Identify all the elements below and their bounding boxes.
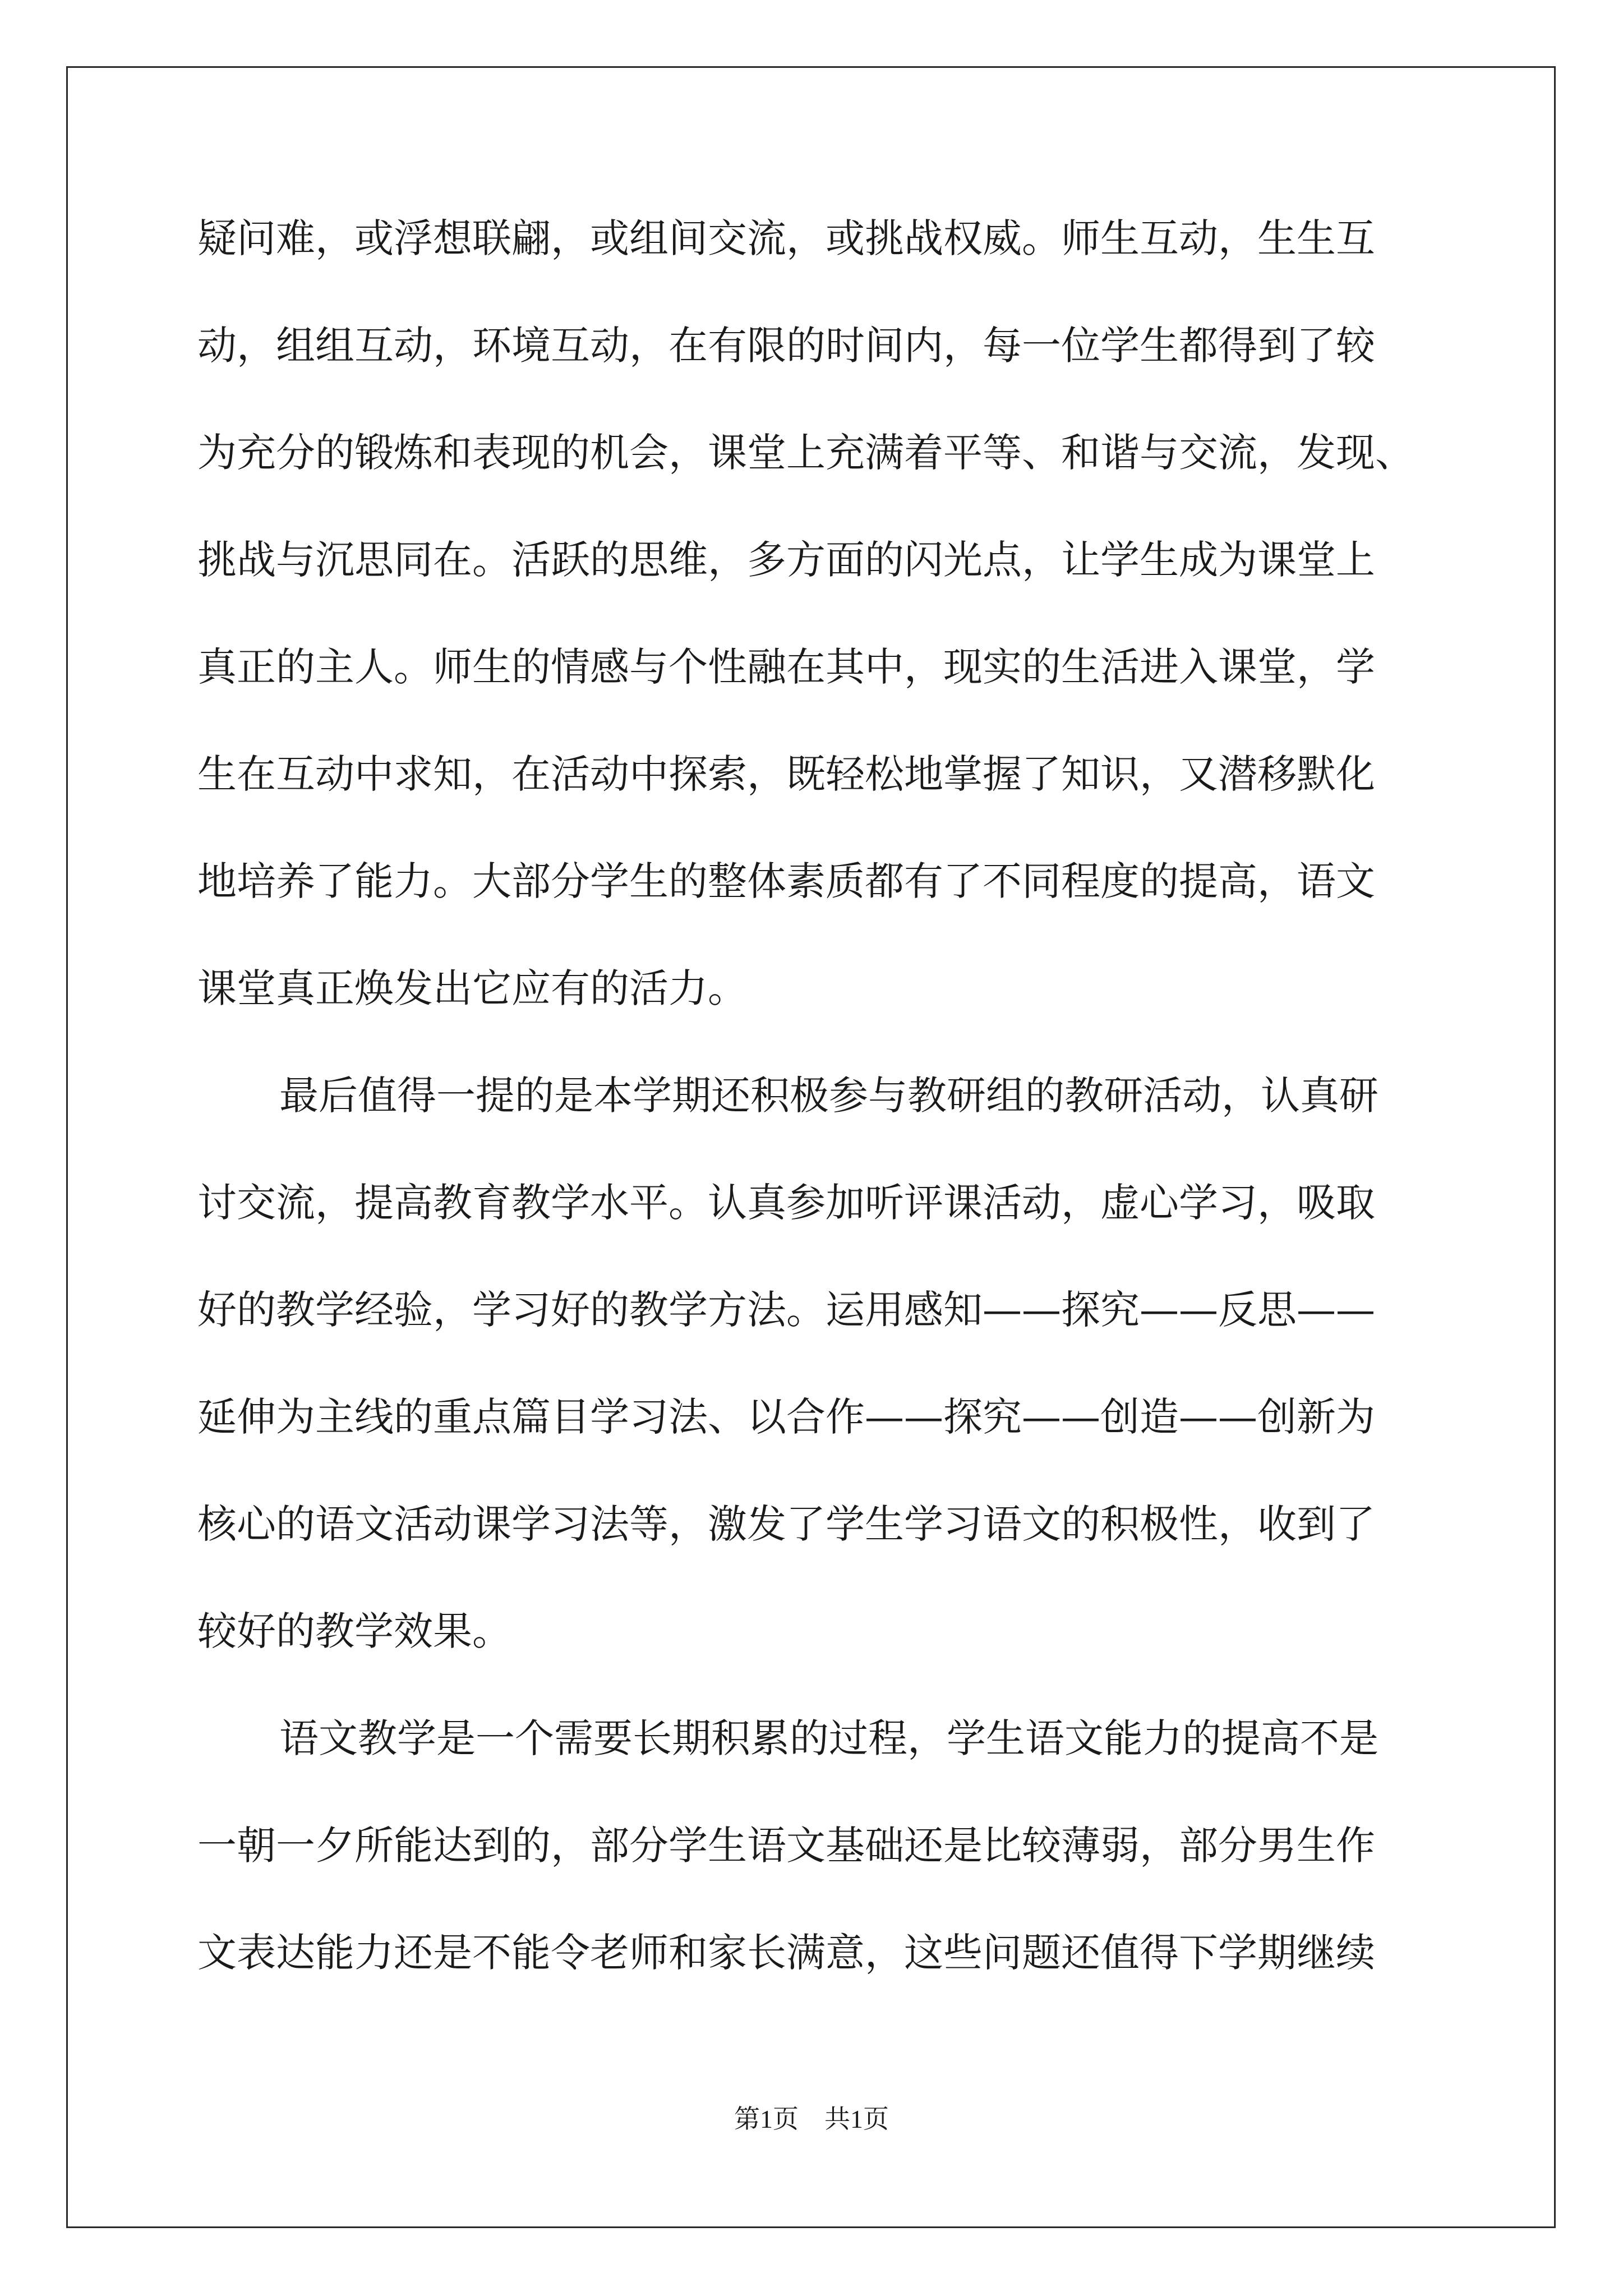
text-line: 讨交流，提高教育教学水平。认真参加听评课活动，虚心学习，吸取 [197,1180,1375,1226]
text-line: 疑问难，或浮想联翩，或组间交流，或挑战权威。师生互动，生生互 [197,215,1375,261]
page-footer [0,2102,1623,2136]
text-line: 动，组组互动，环境互动，在有限的时间内，每一位学生都得到了较 [197,323,1375,369]
text-line: 课堂真正焕发出它应有的活力。 [197,965,747,1011]
text-line: 最后值得一提的是本学期还积极参与教研组的教研活动，认真研 [279,1073,1378,1119]
text-line: 好的教学经验，学习好的教学方法。运用感知——探究——反思—— [197,1287,1375,1333]
text-line: 较好的教学效果。 [197,1608,511,1654]
paragraph-3 [197,1702,1448,2023]
text-line: 生在互动中求知，在活动中探索，既轻松地掌握了知识，又潜移默化 [197,751,1375,797]
paragraph-2 [197,1059,1448,1702]
document-body [197,202,1448,2023]
page-number-label: 第1页 共1页 [734,2105,889,2133]
text-line: 语文教学是一个需要长期积累的过程，学生语文能力的提高不是 [279,1715,1378,1761]
text-line: 真正的主人。师生的情感与个性融在其中，现实的生活进入课堂，学 [197,644,1375,690]
text-line: 一朝一夕所能达到的，部分学生语文基础还是比较薄弱，部分男生作 [197,1823,1375,1869]
text-line: 文表达能力还是不能令老师和家长满意，这些问题还值得下学期继续 [197,1930,1375,1976]
text-line: 地培养了能力。大部分学生的整体素质都有了不同程度的提高，语文 [197,858,1375,904]
text-line: 核心的语文活动课学习法等，激发了学生学习语文的积极性，收到了 [197,1501,1375,1547]
paragraph-1 [197,202,1448,1059]
text-line: 延伸为主线的重点篇目学习法、以合作——探究——创造——创新为 [197,1394,1375,1440]
text-line: 为充分的锻炼和表现的机会，课堂上充满着平等、和谐与交流，发现、 [197,430,1414,476]
text-line: 挑战与沉思同在。活跃的思维，多方面的闪光点，让学生成为课堂上 [197,537,1375,583]
